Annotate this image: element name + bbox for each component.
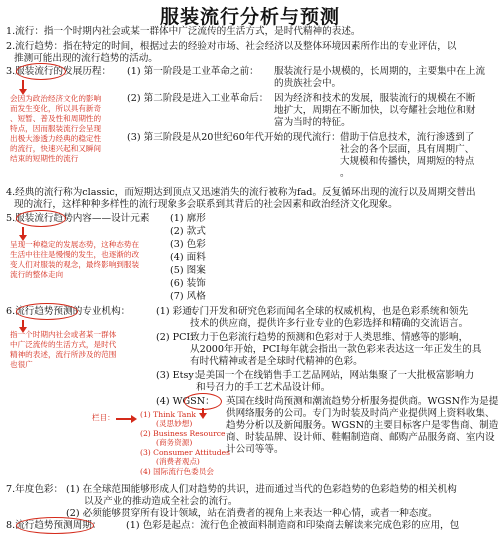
note-6-line-2: 中广泛流传的生活方式，是时代 [10, 340, 117, 349]
element-7: (7) 风格 [170, 291, 206, 302]
org-4-desc-3: 趋势分析以及新闻服务。WGSN的主要目标客户是零售商、制造 [226, 420, 499, 431]
columns-label: 栏目： [92, 413, 115, 422]
column-1-cn: (灵思妙想) [156, 419, 193, 428]
section-2-line-2: 推测可能出现的流行趋势的活动。 [14, 53, 158, 64]
column-3: (3) Consumer Attitudes [140, 448, 231, 457]
arrow-down [22, 320, 24, 328]
column-1: (1) Think Tank [140, 410, 196, 419]
note-5-line-3: 变人们对服装的观念，最终影响到服装 [10, 260, 140, 269]
arrow-down [22, 227, 24, 236]
section-5-head: 5.服装流行趋势内容——设计元素 [6, 213, 150, 224]
highlight-circle [16, 303, 78, 320]
column-3-cn: (消费者观点) [156, 457, 200, 466]
section-8-head: 8.流行趋势预测周期： [6, 520, 102, 531]
stage-2-desc-1: 因为经济和技术的发展，服装流行的规模在不断 [274, 93, 476, 104]
org-1-desc-2: 技术的供应商，提供许多行业专业的色彩选择和精确的交流语言。 [190, 318, 469, 329]
org-3-desc-2: 和号召力的手工艺术品设计师。 [196, 382, 331, 393]
stage-1-label: (1) 第一阶段是工业革命之前： [127, 66, 259, 77]
org-1-label: (1) 彩通： [156, 306, 202, 317]
note-5-line-2: 生活中往往是慢慢的发生，也逐渐的改 [10, 250, 140, 259]
column-2-cn: (商务资源) [156, 438, 193, 447]
note-6-line-4: 也很广 [10, 360, 33, 369]
org-3-desc-1: 是美国一个在线销售手工艺品网站，网站集聚了一大批极富影响力 [196, 370, 475, 381]
arrow-right [116, 418, 132, 420]
note-3-line-5: 出极大渗透力经典的稳定性 [10, 134, 102, 143]
arrow-down [202, 408, 204, 414]
org-4-desc-5: 计公司等等。 [226, 444, 284, 455]
stage-1-desc-2: 的贵族社会中。 [274, 78, 342, 89]
stage-1-desc-1: 服装流行是小规模的，长周期的，主要集中在上流 [274, 66, 486, 77]
section-1-text: 1.流行：指一个时期内社会或某一群体中广泛流传的生活方式，是时代精神的表述。 [6, 26, 361, 37]
highlight-circle [16, 63, 66, 80]
element-6: (6) 装饰 [170, 278, 206, 289]
org-4-label: (4) WGSN： [156, 396, 215, 407]
org-2-desc-3: 有时代精神或者是全球时代精神的色彩。 [190, 356, 363, 367]
stage-3-desc-4: 。 [340, 168, 350, 179]
element-2: (2) 款式 [170, 226, 206, 237]
org-2-desc-2: 从2000年开始，PCI每年就会指出一款色彩来表达这一年正发生的具 [190, 344, 482, 355]
org-2-label: (2) PCI： [156, 332, 200, 343]
note-5-line-1: 呈现一种稳定的发展态势，这种态势在 [10, 240, 140, 249]
stage-2-desc-3: 富为当时的特征。 [274, 117, 351, 128]
org-3-label: (3) Etsy： [156, 370, 204, 381]
org-4-desc-1: 英国在线时尚预测和潮流趋势分析服务提供商。WGSN作为是提 [226, 396, 499, 407]
column-4: (4) 国际流行色委员会 [140, 467, 214, 476]
color-item-1-line-1: (1) 在全球范围能够形成人们对趋势的共识，进而通过当代的色彩趋势的色彩趋势的相关机构 [66, 484, 457, 495]
highlight-circle [16, 517, 94, 534]
cycle-item-1-line-1: (1) 色彩是起点：流行色企被面料制造商和印染商去解读来完成色彩的应用，包 [126, 520, 460, 531]
page-title: 服装流行分析与预测 [159, 6, 340, 28]
section-7-head: 7.年度色彩： [6, 484, 64, 495]
note-6-line-3: 精神的表述，流行所涉及的范围 [10, 350, 117, 359]
color-item-2: (2) 必须能够贯穿所有设计领域，站在消费者的视角上来表达一种心情，或者一种态度。 [66, 508, 438, 519]
note-3-line-2: 而发生变化，所以具有新奇 [10, 104, 102, 113]
highlight-circle [16, 210, 66, 227]
stage-2-label: (2) 第二阶段是进入工业革命后： [127, 93, 269, 104]
stage-3-desc-1: 借助于信息技术，流行渗透到了 [340, 132, 475, 143]
section-6-head: 6.流行趋势预测的专业机构： [6, 306, 131, 317]
stage-3-desc-3: 大规模和传播快，周期短的特点 [340, 156, 475, 167]
org-1-desc-1: 专门开发和研究色彩而闻名全球的权威机构，也是色彩系统和领先 [190, 306, 469, 317]
org-4-desc-2: 供网络服务的公司。专门为时装及时尚产业提供网上资料收集、 [226, 408, 495, 419]
org-4-desc-4: 商、时装品牌、设计师、鞋帽制造商、邮购产品服务商、室内设 [226, 432, 495, 443]
section-2-line-1: 2.流行趋势：指在特定的时间，根据过去的经验对市场、社会经济以及整体环境因素所作出的专业评估，以 [6, 41, 457, 52]
note-3-line-4: 特点，因而服装流行会呈现 [10, 124, 102, 133]
note-6-line-1: 指一个时期内社会或者某一群体 [10, 330, 117, 339]
note-3-line-6: 的流行，快速兴起和又瞬间 [10, 144, 102, 153]
column-2: (2) Business Resource [140, 429, 226, 438]
element-5: (5) 图案 [170, 265, 206, 276]
arrow-down [22, 80, 24, 90]
element-1: (1) 廓形 [170, 213, 206, 224]
element-4: (4) 面料 [170, 252, 206, 263]
stage-3-label: (3) 第三阶段是从20世纪60年代开始的现代流行： [127, 132, 341, 143]
note-5-line-4: 流行的整体走向 [10, 270, 64, 279]
color-item-1-line-2: 以及产业的推动造成全社会的流行。 [84, 496, 238, 507]
note-3-line-3: 、短暂、普及性和周期性的 [10, 114, 102, 123]
note-3-line-7: 结束的短期性的流行 [10, 154, 79, 163]
note-3-line-1: 会因为政治经济文化的影响 [10, 94, 102, 103]
section-3-head: 3.服装流行的发展历程： [6, 66, 112, 77]
stage-3-desc-2: 社会的各个层面，具有周期广、 [340, 144, 475, 155]
section-4-line-1: 4.经典的流行称为classic，而短期达到顶点又迅速消失的流行被称为fad。反复循环出现的流行以及周期交替出 [6, 187, 476, 198]
stage-2-desc-2: 地扩大，周期在不断加快，以夸耀社会地位和财 [274, 105, 476, 116]
element-3: (3) 色彩 [170, 239, 206, 250]
org-2-desc-1: 致力于色彩流行趋势的预测和色彩对于人类思维、情感等的影响， [190, 332, 469, 343]
section-4-line-2: 现的流行，这样种种多样性的流行现象多会联系到其背后的社会因素和政治经济文化现象。 [14, 199, 398, 210]
